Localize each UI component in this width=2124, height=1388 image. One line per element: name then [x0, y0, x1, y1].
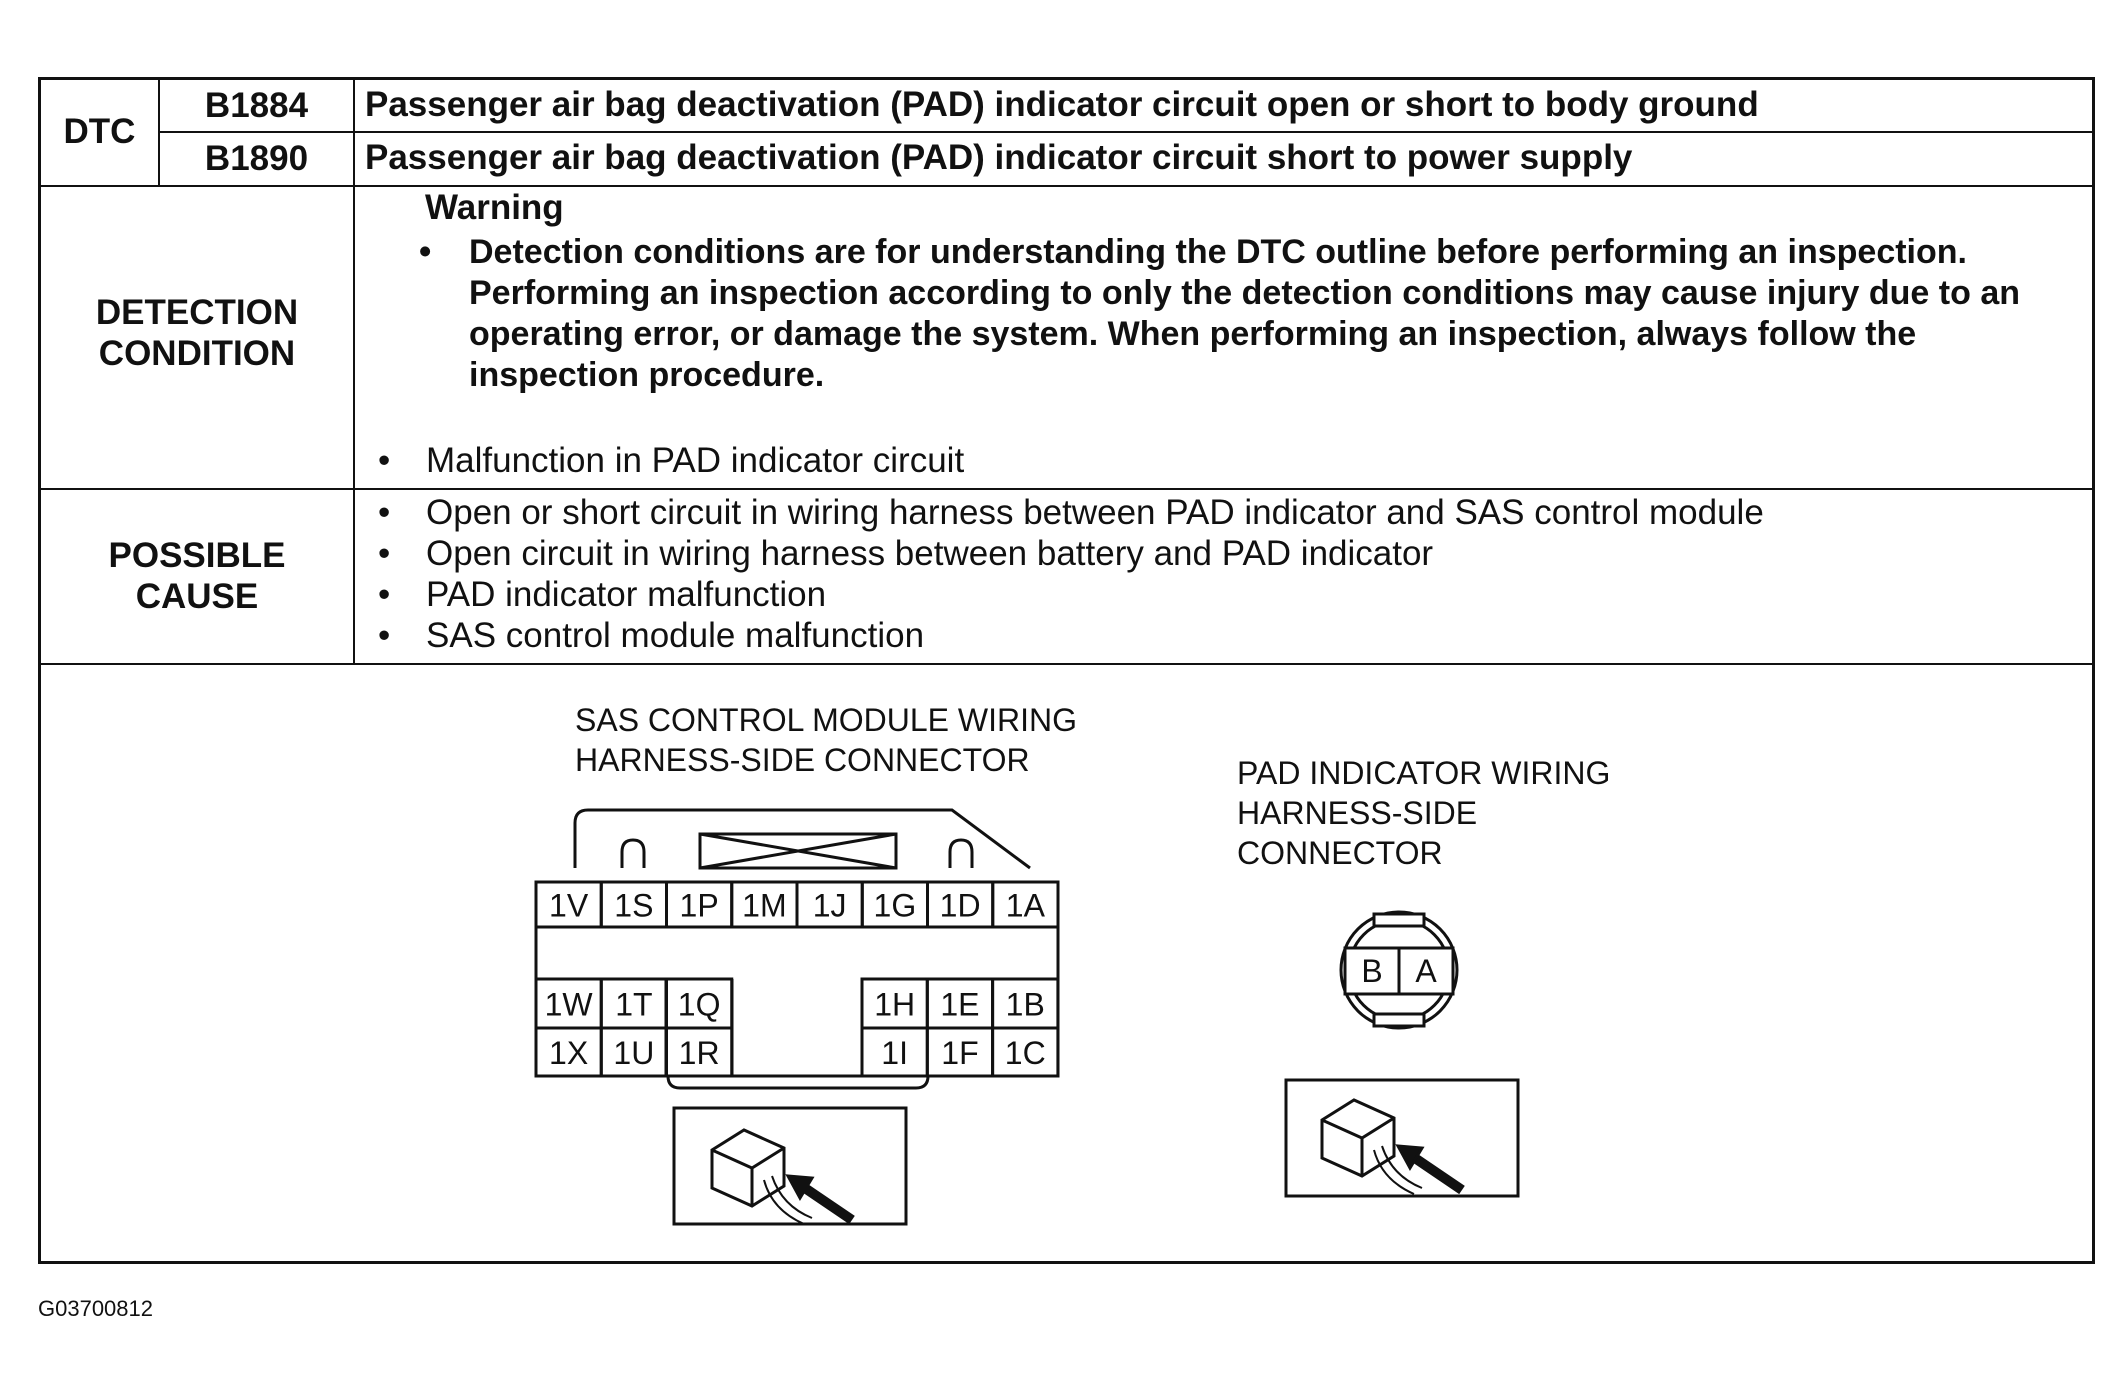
pin-label: 1B: [1005, 986, 1045, 1023]
cause-item-text: Open or short circuit in wiring harness between PAD indicator and SAS control module: [426, 493, 1764, 532]
dtc-code: B1890: [204, 139, 309, 178]
bullet-dot: •: [378, 441, 391, 480]
pin-label: 1R: [678, 1035, 720, 1071]
connector-view-icon: [1286, 1080, 1518, 1196]
pad-pin-label: B: [1361, 953, 1383, 989]
pad-connector-title: PAD INDICATOR WIRING HARNESS-SIDE CONNECTOR: [1237, 755, 1611, 871]
pin-label: 1C: [1004, 1035, 1046, 1071]
figure-code: G03700812: [38, 1296, 153, 1321]
dtc-code: B1884: [204, 86, 309, 125]
bullet-dot: •: [378, 575, 391, 614]
pin-label: 1M: [742, 887, 787, 924]
pin-label: 1Q: [677, 986, 721, 1023]
pad-connector: [1341, 912, 1457, 1028]
bullet-dot: •: [378, 616, 391, 655]
pin-label: 1T: [615, 986, 653, 1023]
detection-item-text: Malfunction in PAD indicator circuit: [426, 441, 965, 480]
possible-cause-label: POSSIBLE CAUSE: [108, 536, 286, 616]
warning-title: Warning: [425, 188, 564, 227]
detection-condition-label: DETECTION CONDITION: [95, 293, 299, 373]
cause-item-text: SAS control module malfunction: [426, 616, 925, 655]
pin-label: 1W: [544, 986, 593, 1023]
bullet-dot: •: [378, 493, 391, 532]
sas-connector-title: SAS CONTROL MODULE WIRING HARNESS-SIDE CONNECTOR: [575, 702, 1077, 778]
pin-label: 1G: [873, 887, 917, 924]
pin-label: 1A: [1005, 887, 1045, 924]
pin-label: 1H: [874, 986, 916, 1023]
pin-label: 1J: [812, 887, 847, 924]
cause-item-text: PAD indicator malfunction: [426, 575, 827, 614]
pin-label: 1U: [613, 1035, 655, 1071]
dtc-description: Passenger air bag deactivation (PAD) indicator circuit open or short to body ground: [365, 85, 1759, 124]
pin-label: 1V: [549, 887, 589, 924]
bullet-dot: •: [378, 534, 391, 573]
pin-label: 1F: [941, 1035, 979, 1071]
dtc-label: DTC: [63, 112, 136, 151]
pin-label: 1D: [939, 887, 981, 924]
pin-label: 1X: [549, 1035, 589, 1071]
pad-pin-label: A: [1415, 953, 1437, 989]
warning-text: Detection conditions are for understanding the DTC outline before performing an inspection. Performing an inspection according to only the detection conditions may cause injury due to an operating error, or damage the system. When performing an inspection, always follow the inspection procedure.: [469, 233, 2021, 394]
sas-pin-grid: [536, 882, 1058, 1076]
warning-bullet: •: [419, 232, 432, 271]
pin-label: 1P: [679, 887, 719, 924]
pin-label: 1E: [940, 986, 980, 1023]
pin-label: 1I: [881, 1035, 908, 1071]
pin-label: 1S: [614, 887, 654, 924]
cause-item-text: Open circuit in wiring harness between battery and PAD indicator: [426, 534, 1434, 573]
connector-view-icon: [674, 1108, 906, 1224]
dtc-description: Passenger air bag deactivation (PAD) indicator circuit short to power supply: [365, 138, 1633, 177]
